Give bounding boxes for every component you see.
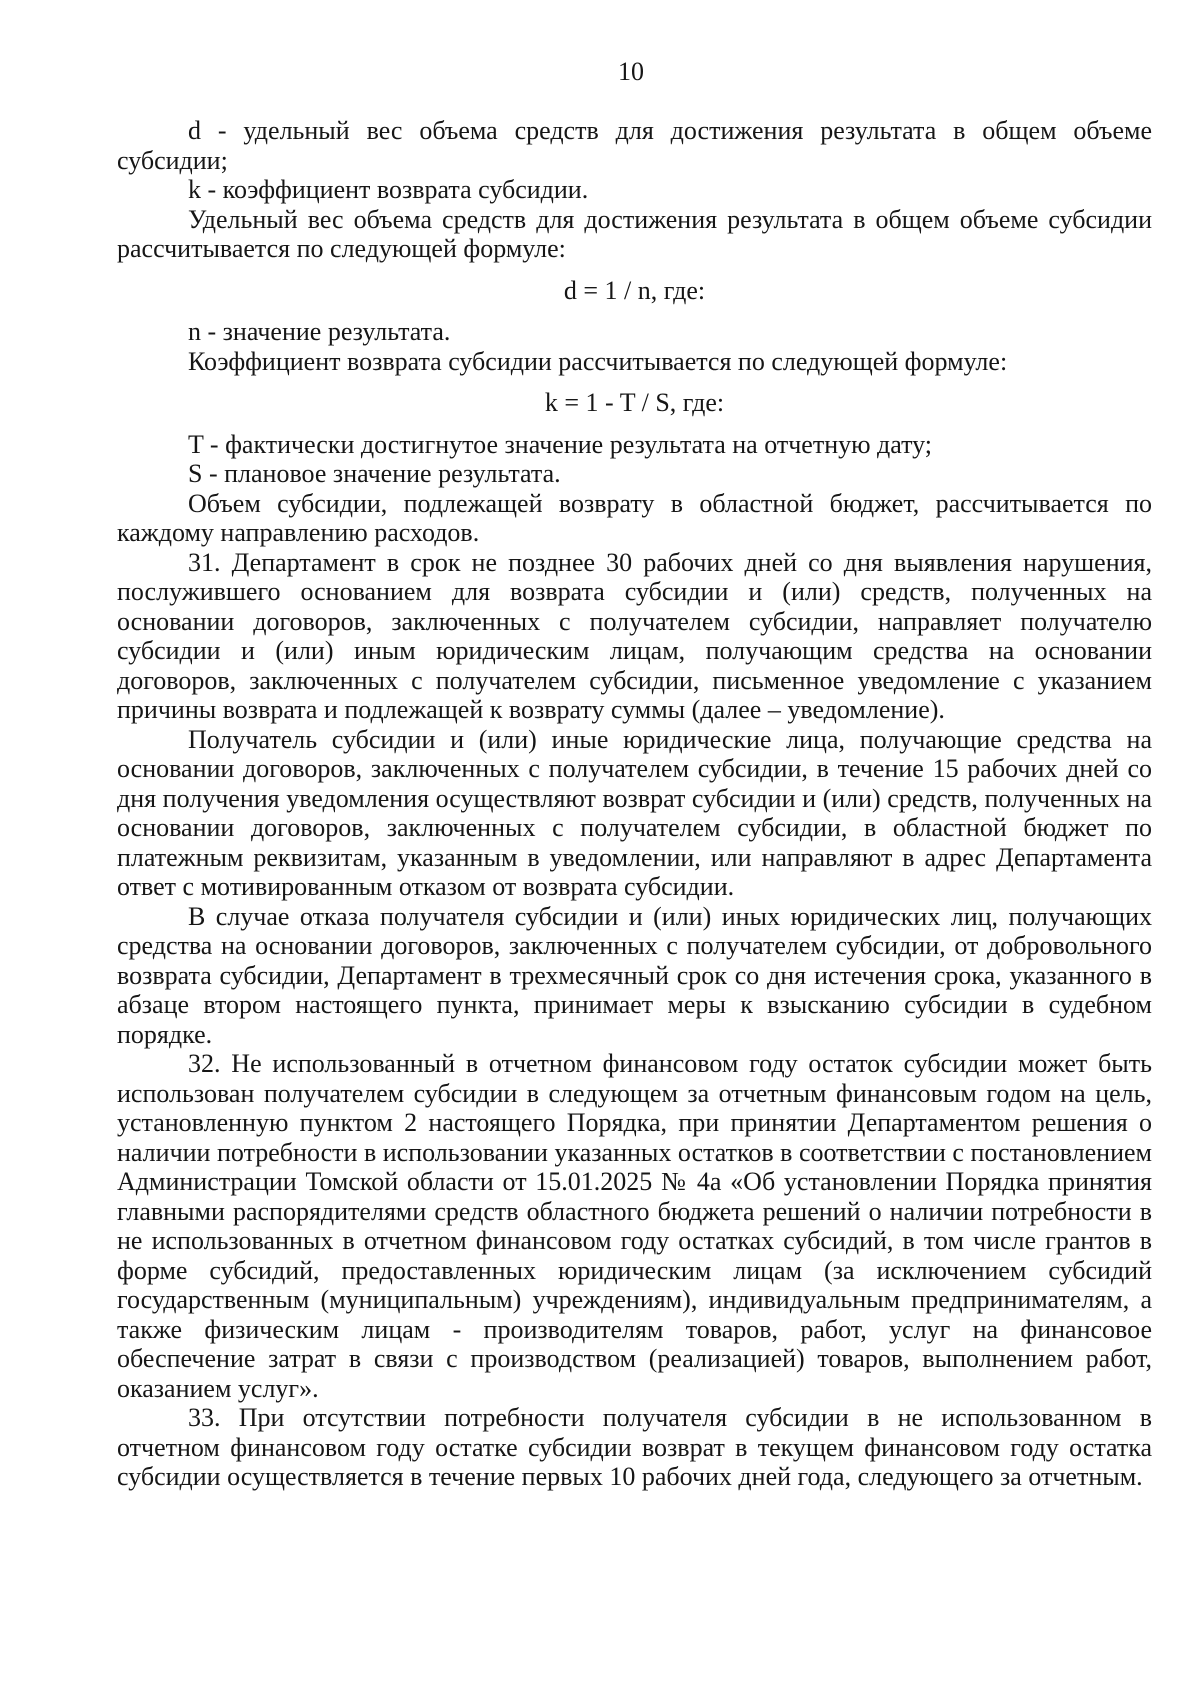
paragraph-item-33: 33. При отсутствии потребности получателя субсидии в не использованном в отчетном финансовом году остатке субсидии возврат в текущем финансовом году остатка субсидии осуществляется в течение первых 10 рабочих дней года, следующего за отчетным. (117, 1403, 1152, 1491)
paragraph-definition-t: T - фактически достигнутое значение результата на отчетную дату; (188, 429, 933, 459)
paragraph-definition-d: d - удельный вес объема средств для достижения результата в общем объеме субсидии; (117, 116, 1152, 175)
formula-k: k = 1 - T / S, где: (544, 388, 725, 417)
paragraph-item-32: 32. Не использованный в отчетном финансовом году остаток субсидии может быть использован получателем субсидии в следующем за отчетным финансовым годом на цель, установленную пунктом 2 настоящего Порядка, при принятии Департаментом решения о наличии потребности в использовании указанных остатков в соответствии с постановлением Администрации Томской области от 15.01.2025 № 4а «Об установлении Порядка принятия главными распорядителями средств областного бюджета решений о наличии потребности в не использованных в отчетном финансовом году остатках субсидий, в том числе грантов в форме субсидий, предоставленных юридическим лицам (за исключением субсидий государственным (муниципальным) учреждениям), индивидуальным предпринимателям, а также физическим лицам - производителям товаров, работ, услуг на финансовое обеспечение затрат в связи с производством (реализацией) товаров, выполнением работ, оказанием услуг». (117, 1049, 1152, 1403)
formula-d: d = 1 / n, где: (563, 275, 706, 305)
paragraph-definition-s: S - плановое значение результата. (188, 459, 561, 488)
paragraph-definition-n: n - значение результата. (188, 317, 451, 346)
paragraph-refusal-case: В случае отказа получателя субсидии и (или) иных юридических лиц, получающих средства на основании договоров, заключенных с получателем субсидии, от добровольного возврата субсидии, Департамент в трехмесячный срок со дня истечения срока, указанного в абзаце втором настоящего пункта, принимает меры к взысканию субсидии в судебном порядке. (117, 901, 1152, 1049)
document-body (117, 116, 1152, 1492)
paragraph-return-volume: Объем субсидии, подлежащей возврату в областной бюджет, рассчитывается по каждому направлению расходов. (117, 488, 1152, 547)
paragraph-coefficient-intro: Коэффициент возврата субсидии рассчитывается по следующей формуле: (188, 346, 1008, 376)
paragraph-weight-intro: Удельный вес объема средств для достижения результата в общем объеме субсидии рассчитывается по следующей формуле: (117, 204, 1152, 263)
paragraph-recipient-return: Получатель субсидии и (или) иные юридические лица, получающие средства на основании договоров, заключенных с получателем субсидии, в течение 15 рабочих дней со дня получения уведомления осуществляют возврат субсидии и (или) средств, полученных на основании договоров, заключенных с получателем субсидии, в областной бюджет по платежным реквизитам, указанным в уведомлении, или направляют в адрес Департамента ответ с мотивированным отказом от возврата субсидии. (117, 724, 1152, 901)
page-number: 10 (618, 57, 644, 86)
paragraph-item-31: 31. Департамент в срок не позднее 30 рабочих дней со дня выявления нарушения, послужившего основанием для возврата субсидии и (или) средств, полученных на основании договоров, заключенных с получателем субсидии, направляет получателю субсидии и (или) иным юридическим лицам, получающим средства на основании договоров, заключенных с получателем субсидии, письменное уведомление с указанием причины возврата и подлежащей к возврату суммы (далее – уведомление). (117, 547, 1152, 724)
paragraph-definition-k: k - коэффициент возврата субсидии. (188, 175, 589, 204)
